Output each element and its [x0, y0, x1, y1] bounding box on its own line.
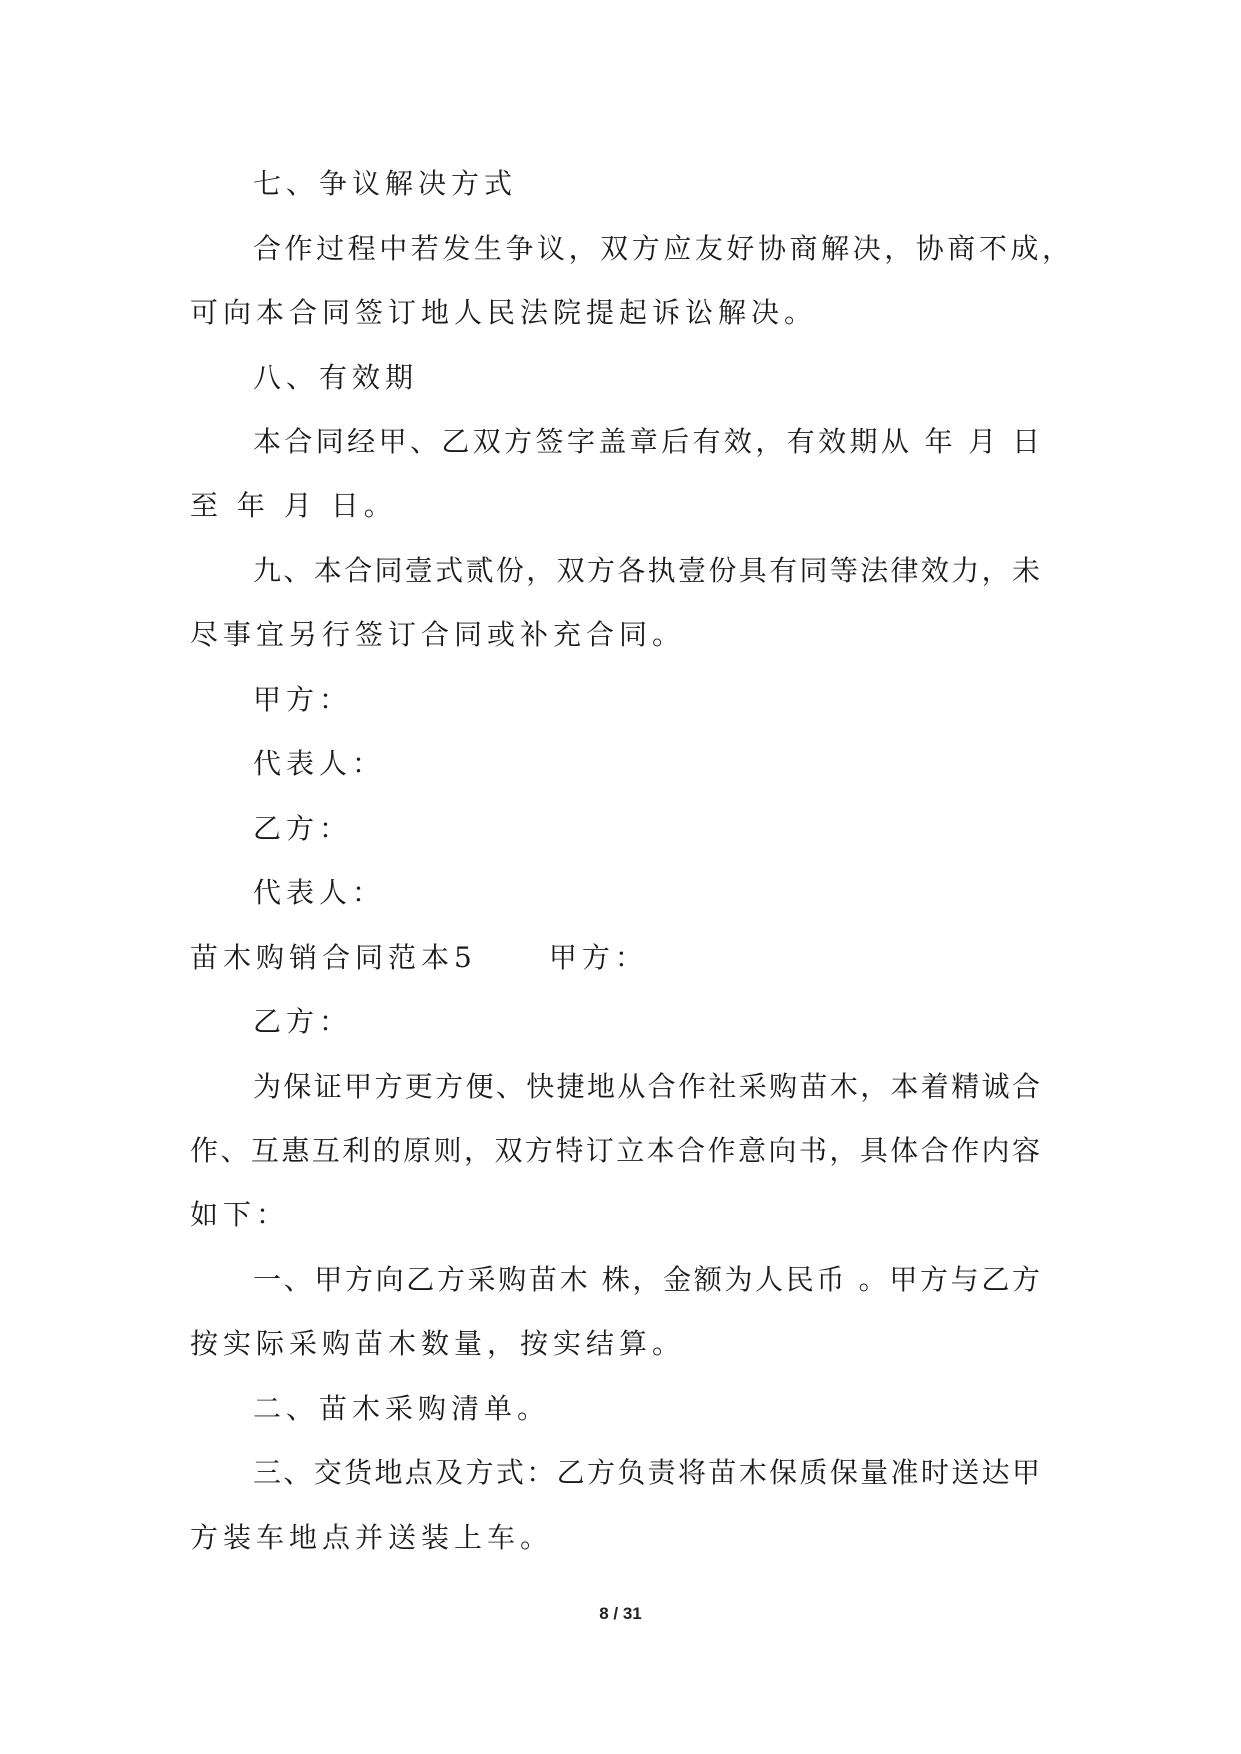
representative-label: 代表人：	[253, 747, 386, 780]
party-a-label: 甲方：	[548, 941, 648, 974]
contract-title: 苗木购销合同范本5	[190, 941, 477, 974]
paragraph-line: 至 年 月 日。	[190, 489, 397, 522]
paragraph-line: 一、甲方向乙方采购苗木 株，金额为人民币 。甲方与乙方	[253, 1263, 1040, 1296]
paragraph-line: 如下：	[190, 1198, 290, 1231]
paragraph-line: 可向本合同签订地人民法院提起诉讼解决。	[190, 296, 818, 329]
section-heading-dispute-resolution: 七、争议解决方式	[253, 167, 518, 200]
paragraph-line: 方装车地点并送装上车。	[190, 1521, 554, 1554]
party-b-label: 乙方：	[253, 1005, 353, 1038]
paragraph-line: 作、互惠互利的原则，双方特订立本合作意向书，具体合作内容	[190, 1134, 1040, 1167]
paragraph-line: 尽事宜另行签订合同或补充合同。	[190, 618, 686, 651]
party-b-label: 乙方：	[253, 812, 353, 845]
contract-title-line	[190, 938, 1070, 978]
paragraph-line: 本合同经甲、乙双方签字盖章后有效，有效期从 年 月 日	[253, 425, 1040, 458]
representative-label: 代表人：	[253, 876, 386, 909]
section-heading-purchase-list: 二、苗木采购清单。	[253, 1392, 551, 1425]
page-number: 8 / 31	[599, 1604, 642, 1623]
section-heading-validity: 八、有效期	[253, 361, 419, 394]
paragraph-line: 九、本合同壹式贰份，双方各执壹份具有同等法律效力，未	[253, 554, 1040, 587]
paragraph-line: 为保证甲方更方便、快捷地从合作社采购苗木，本着精诚合	[253, 1070, 1040, 1103]
paragraph-line: 三、交货地点及方式：乙方负责将苗木保质保量准时送达甲	[253, 1456, 1040, 1489]
party-a-label: 甲方：	[253, 683, 353, 716]
paragraph-line: 合作过程中若发生争议，双方应友好协商解决，协商不成，	[253, 232, 1070, 265]
paragraph-line: 按实际采购苗木数量，按实结算。	[190, 1327, 686, 1360]
